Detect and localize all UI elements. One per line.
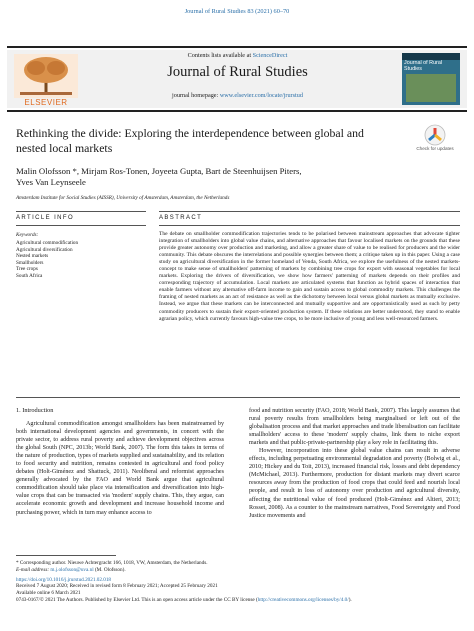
- intro-paragraph-3: However, incorporation into these global value chains can result in adverse effects, including perpetuating environmental degradation and poverty (Bolwig et al., 2010; Hickey and du Toit, 2013), increased financial risk, losses and debt dependency (McMichael, 2013). Furthermore, production for distant markets may divert scarce resources away from the production of food crops that could feed and nourish local people, and result in loss of autonomy over production and agricultural diversity, affecting the nutritional value of food produced (Holt-Giménez and Altieri, 2013; Rosset, 2008). As a counter to the mainstream narratives, Food Sovereignty and Food Justice movements and: [249, 448, 460, 519]
- crossmark-label[interactable]: Check for updates: [416, 146, 454, 151]
- email-line: [16, 567, 456, 574]
- homepage-link[interactable]: www.elsevier.com/locate/jrurstud: [219, 92, 303, 99]
- article-info-rule-2: [16, 225, 146, 226]
- elsevier-tree-logo-icon: [14, 54, 78, 98]
- email-suffix: (M. Olofsson).: [94, 566, 126, 573]
- authors-line-1[interactable]: Malin Olofsson *, Mirjam Ros-Tonen, Joyeeta Gupta, Bart de Steenhuijsen Piters,: [16, 166, 302, 176]
- introduction-heading: 1. Introduction: [16, 407, 54, 414]
- doi-link[interactable]: https://doi.org/10.1016/j.jrurstud.2021.02.018: [16, 576, 112, 583]
- author-list: [16, 166, 416, 188]
- homepage-prefix: journal homepage:: [172, 92, 219, 99]
- keyword-item: Agricultural commodification: [16, 240, 79, 246]
- affiliation: Amsterdam Institute for Social Studies (AISSR), University of Amsterdam, Amsterdam, the Netherlands: [16, 195, 230, 201]
- homepage-line: [80, 92, 395, 99]
- authors-line-2[interactable]: Yves Van Leynseele: [16, 177, 86, 187]
- journal-title: Journal of Rural Studies: [167, 64, 308, 80]
- license-text: 0743-0167/© 2021 The Authors. Published by Elsevier Ltd. This is an open access article under the CC BY license (: [16, 596, 258, 603]
- license-suffix: ).: [348, 596, 352, 603]
- introduction-left-column: [16, 420, 224, 517]
- keyword-item: Tree crops: [16, 266, 38, 273]
- license-line: [16, 597, 456, 604]
- abstract-rule: [159, 211, 460, 212]
- journal-cover-title: Journal of Rural Studies: [404, 60, 443, 72]
- license-link[interactable]: http://creativecommons.org/licenses/by/4.0/: [257, 596, 349, 603]
- keywords-label: Keywords:: [16, 232, 39, 238]
- keyword-list: [16, 240, 136, 280]
- email-label: E-mail address:: [16, 566, 50, 573]
- article-info-heading: ARTICLE INFO: [16, 215, 75, 221]
- article-info-rule: [16, 211, 146, 212]
- header-bottom-rule: [7, 110, 467, 112]
- crossmark-icon[interactable]: [424, 124, 446, 146]
- introduction-right-column: [249, 407, 460, 520]
- abstract-text: The debate on smallholder commodification trajectories tends to be polarised between mainstream approaches that advocate tighter integration of smallholders into global value chains, and alternative approaches that favour localised markets on the grounds that these provide greater autonomy over production and marketing, and allow a greater share of value to be realised for producers and the wider community. This debate obscures the interrelations and possible synergies between them; a critique taken up in this paper. Using a case study on agricultural diversification in the former homeland of Venda, South Africa, we explore the usefulness of the nested markets-concept to make sense of smallholders' patterning of markets by combining tree crops for export with seasonal vegetables for local markets. Exploring the drivers of diversification, we show how farmers' patterning of markets depends on their profiles and corresponding trajectory of accumulation. Local markets are articulated systems that function as hybrid spaces of interaction that enable farmers without any alternative off-farm income to gain and sustain access to global commodity markets. This challenges the framing of nested markets as an act of resistance as well as the dichotomy between local versus global markets as mutually exclusive. Instead, we argue that these markets can be interconnected and mutually supportive and are opportunistically used as such by petty commodity producers to sustain their export-oriented production system. If these relations are better understood, they stand to enable agrarian policy, which currently favours high-value tree crops, to be more inclusive of young and less well-resourced farmers.: [159, 231, 460, 322]
- sciencedirect-link[interactable]: ScienceDirect: [252, 52, 288, 59]
- available-online: Available online 6 March 2021: [16, 590, 81, 597]
- received-dates: Received 7 August 2020; Received in revised form 8 February 2021; Accepted 25 February 2021: [16, 583, 218, 590]
- intro-paragraph-2: food and nutrition security (FAO, 2018; World Bank, 2007). This largely assumes that rural poverty results from smallholders being marginalised or left out of the globalisation process and that market approaches and trade liberalisation can facilitate smallholders' access to these 'modern' supply chains, link them to niche export markets and that public-private-partnership play a key role in facilitating this.: [249, 408, 460, 447]
- header-top-rule: [7, 46, 467, 48]
- keyword-item: Smallholders: [16, 259, 44, 266]
- contents-line: [80, 52, 395, 59]
- publisher-name: ELSEVIER: [24, 98, 68, 107]
- footnote-rule: [16, 555, 116, 556]
- email-link[interactable]: m.j.olofsson@uva.nl: [50, 566, 94, 573]
- contents-prefix: Contents lists available at: [187, 52, 252, 59]
- corresponding-author-note: * Corresponding author. Nieuwe Achtergracht 166, 1018, VW, Amsterdam, the Netherlands.: [16, 560, 208, 566]
- keyword-item: South Africa: [16, 272, 43, 279]
- body-top-rule: [16, 397, 460, 398]
- article-title: Rethinking the divide: Exploring the interdependence between global and nested local markets: [16, 126, 364, 155]
- journal-cover-photo: [406, 74, 456, 102]
- keyword-item: Agricultural diversification: [16, 246, 73, 253]
- footnote-block: [16, 560, 456, 604]
- abstract-rule-2: [159, 225, 460, 226]
- abstract-heading: ABSTRACT: [159, 215, 203, 221]
- journal-reference[interactable]: Journal of Rural Studies 83 (2021) 60–70: [184, 8, 290, 15]
- journal-cover-band: [402, 53, 460, 60]
- intro-paragraph-1: Agricultural commodification amongst smallholders has been mainstreamed by both international development agencies and governments, in concert with the private sector, to address rural poverty and achieve development objectives across the global South (NPC, 2013b; World Bank, 2007). The form this takes in terms of the nature of production, types of markets supplied and sustainability, and its relation to food security and nutrition, remains contested in agricultural and food policy debates (Holt-Giménez and Shattuck, 2011). Neoliberal and reformist approaches generally advocated by the FAO and World Bank argue that agricultural commodification should take place via intensification and diversification into high-value crops that can be transacted via 'modern' supply chains. This, they argue, can accelerate economic growth and development and increase household income and purchasing power, which in turn may enhance access to: [16, 421, 224, 516]
- keyword-item: Nested markets: [16, 253, 49, 260]
